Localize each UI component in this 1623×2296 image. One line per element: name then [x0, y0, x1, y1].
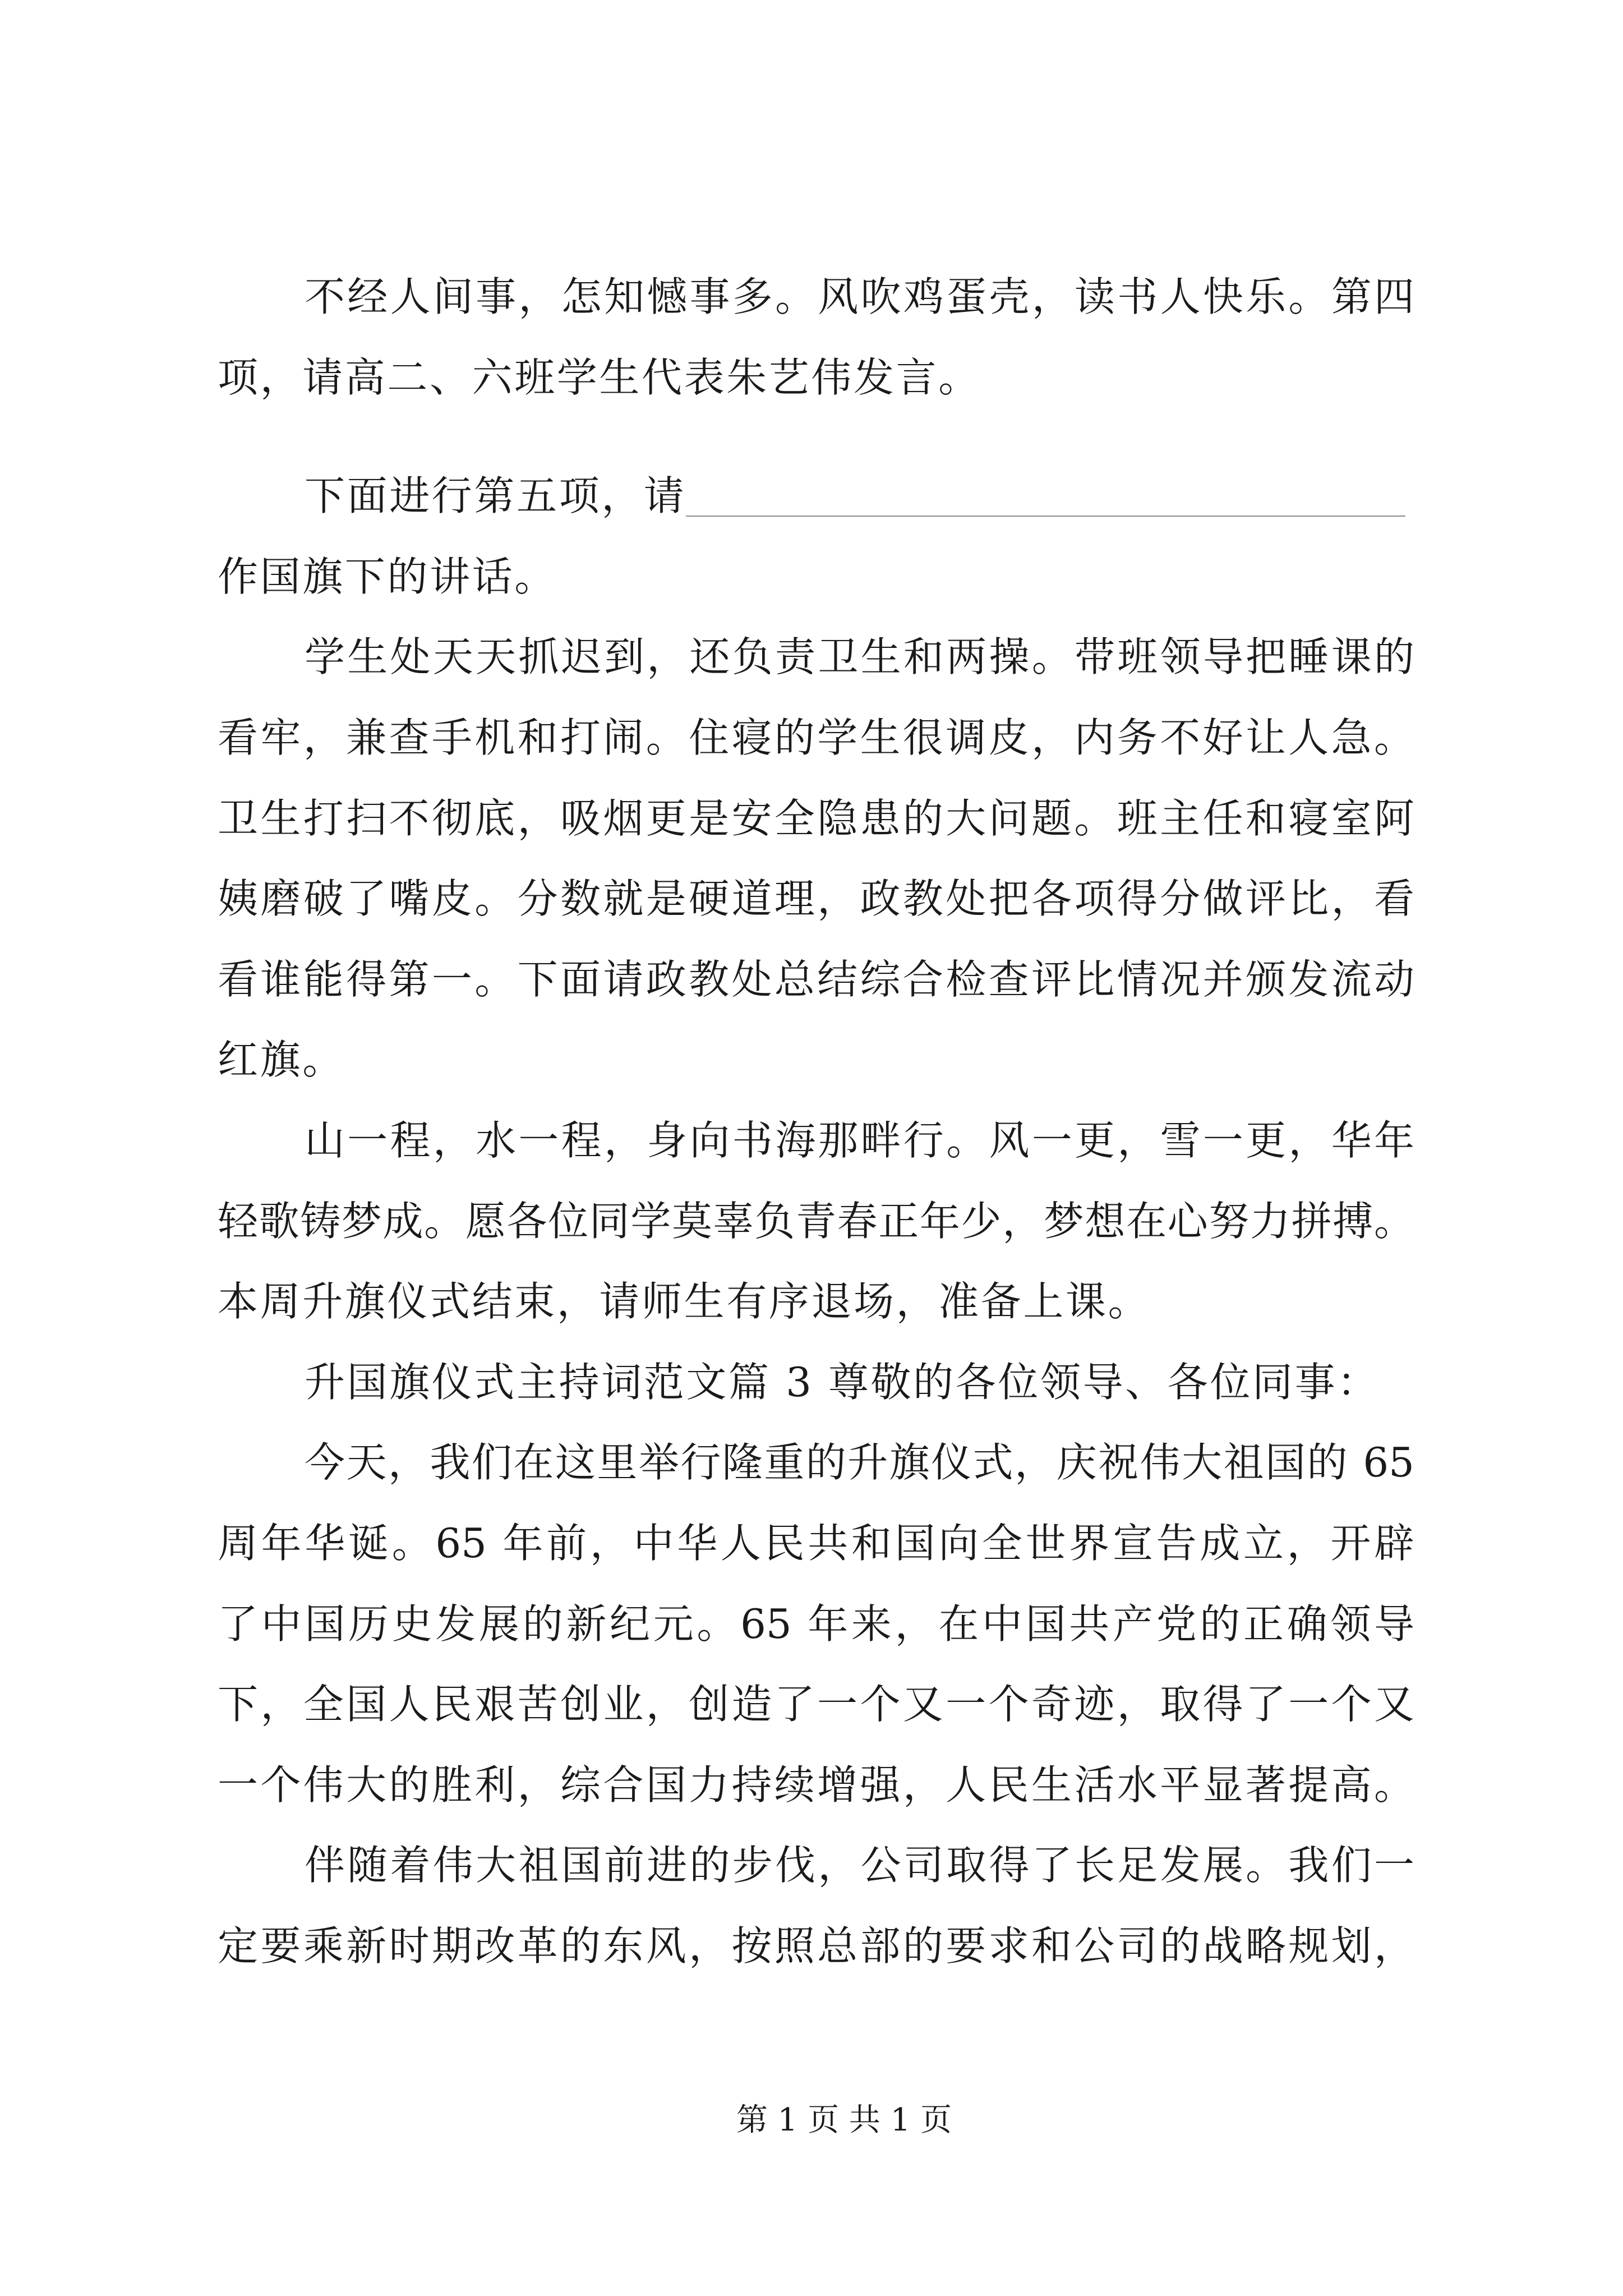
- paragraph-line: 姨磨破了嘴皮。分数就是硬道理，政教处把各项得分做评比，看: [218, 875, 1414, 923]
- paragraph-line: 不经人间事，怎知憾事多。风吹鸡蛋壳，读书人快乐。第四: [305, 273, 1414, 320]
- paragraph-line: 作国旗下的讲话。: [218, 553, 557, 600]
- paragraph: [218, 1101, 1414, 1342]
- fill-in-blank-line: [686, 456, 1405, 517]
- paragraph-line: 山一程，水一程，身向书海那畔行。风一更，雪一更，华年: [305, 1116, 1414, 1164]
- document-body: [218, 257, 1414, 1986]
- paragraph-line: 一个伟大的胜利，综合国力持续增强，人民生活水平显著提高。: [218, 1761, 1414, 1809]
- paragraph-line: [218, 456, 1414, 537]
- paragraph-line: 了中国历史发展的新纪元。65 年来，在中国共产党的正确领导: [218, 1600, 1414, 1648]
- paragraph: [218, 456, 1414, 617]
- paragraph-line: 红旗。: [218, 1036, 345, 1084]
- paragraph-line: 看牢，兼查手机和打闹。住寝的学生很调皮，内务不好让人急。: [218, 714, 1414, 761]
- paragraph-line: 项，请高二、六班学生代表朱艺伟发言。: [218, 353, 981, 401]
- paragraph-line: 本周升旗仪式结束，请师生有序退场，准备上课。: [218, 1278, 1151, 1326]
- paragraph-line: 看谁能得第一。下面请政教处总结综合检查评比情况并颁发流动: [218, 955, 1414, 1003]
- paragraph-line: 定要乘新时期改革的东风，按照总部的要求和公司的战略规划，: [218, 1922, 1414, 1970]
- paragraph: [218, 1825, 1414, 1986]
- paragraph: [218, 257, 1414, 418]
- paragraph-line: 升国旗仪式主持词范文篇 3 尊敬的各位领导、各位同事：: [305, 1358, 1380, 1406]
- line-text: 下面进行第五项，请: [305, 472, 686, 520]
- paragraph: [218, 1342, 1414, 1423]
- page-footer: 第 1 页 共 1 页: [736, 2102, 952, 2138]
- paragraph-line: 轻歌铸梦成。愿各位同学莫辜负青春正年少，梦想在心努力拼搏。: [218, 1197, 1414, 1245]
- paragraph-line: 卫生打扫不彻底，吸烟更是安全隐患的大问题。班主任和寝室阿: [218, 794, 1414, 842]
- paragraph: [218, 1423, 1414, 1825]
- paragraph-line: 下，全国人民艰苦创业，创造了一个又一个奇迹，取得了一个又: [218, 1681, 1414, 1728]
- paragraph-line: 学生处天天抓迟到，还负责卫生和两操。带班领导把睡课的: [305, 633, 1414, 681]
- paragraph-line: 伴随着伟大祖国前进的步伐，公司取得了长足发展。我们一: [305, 1842, 1414, 1889]
- paragraph: [218, 617, 1414, 1101]
- paragraph-line: 周年华诞。65 年前，中华人民共和国向全世界宣告成立，开辟: [218, 1519, 1414, 1567]
- paragraph-line: 今天，我们在这里举行隆重的升旗仪式，庆祝伟大祖国的 65: [305, 1439, 1414, 1487]
